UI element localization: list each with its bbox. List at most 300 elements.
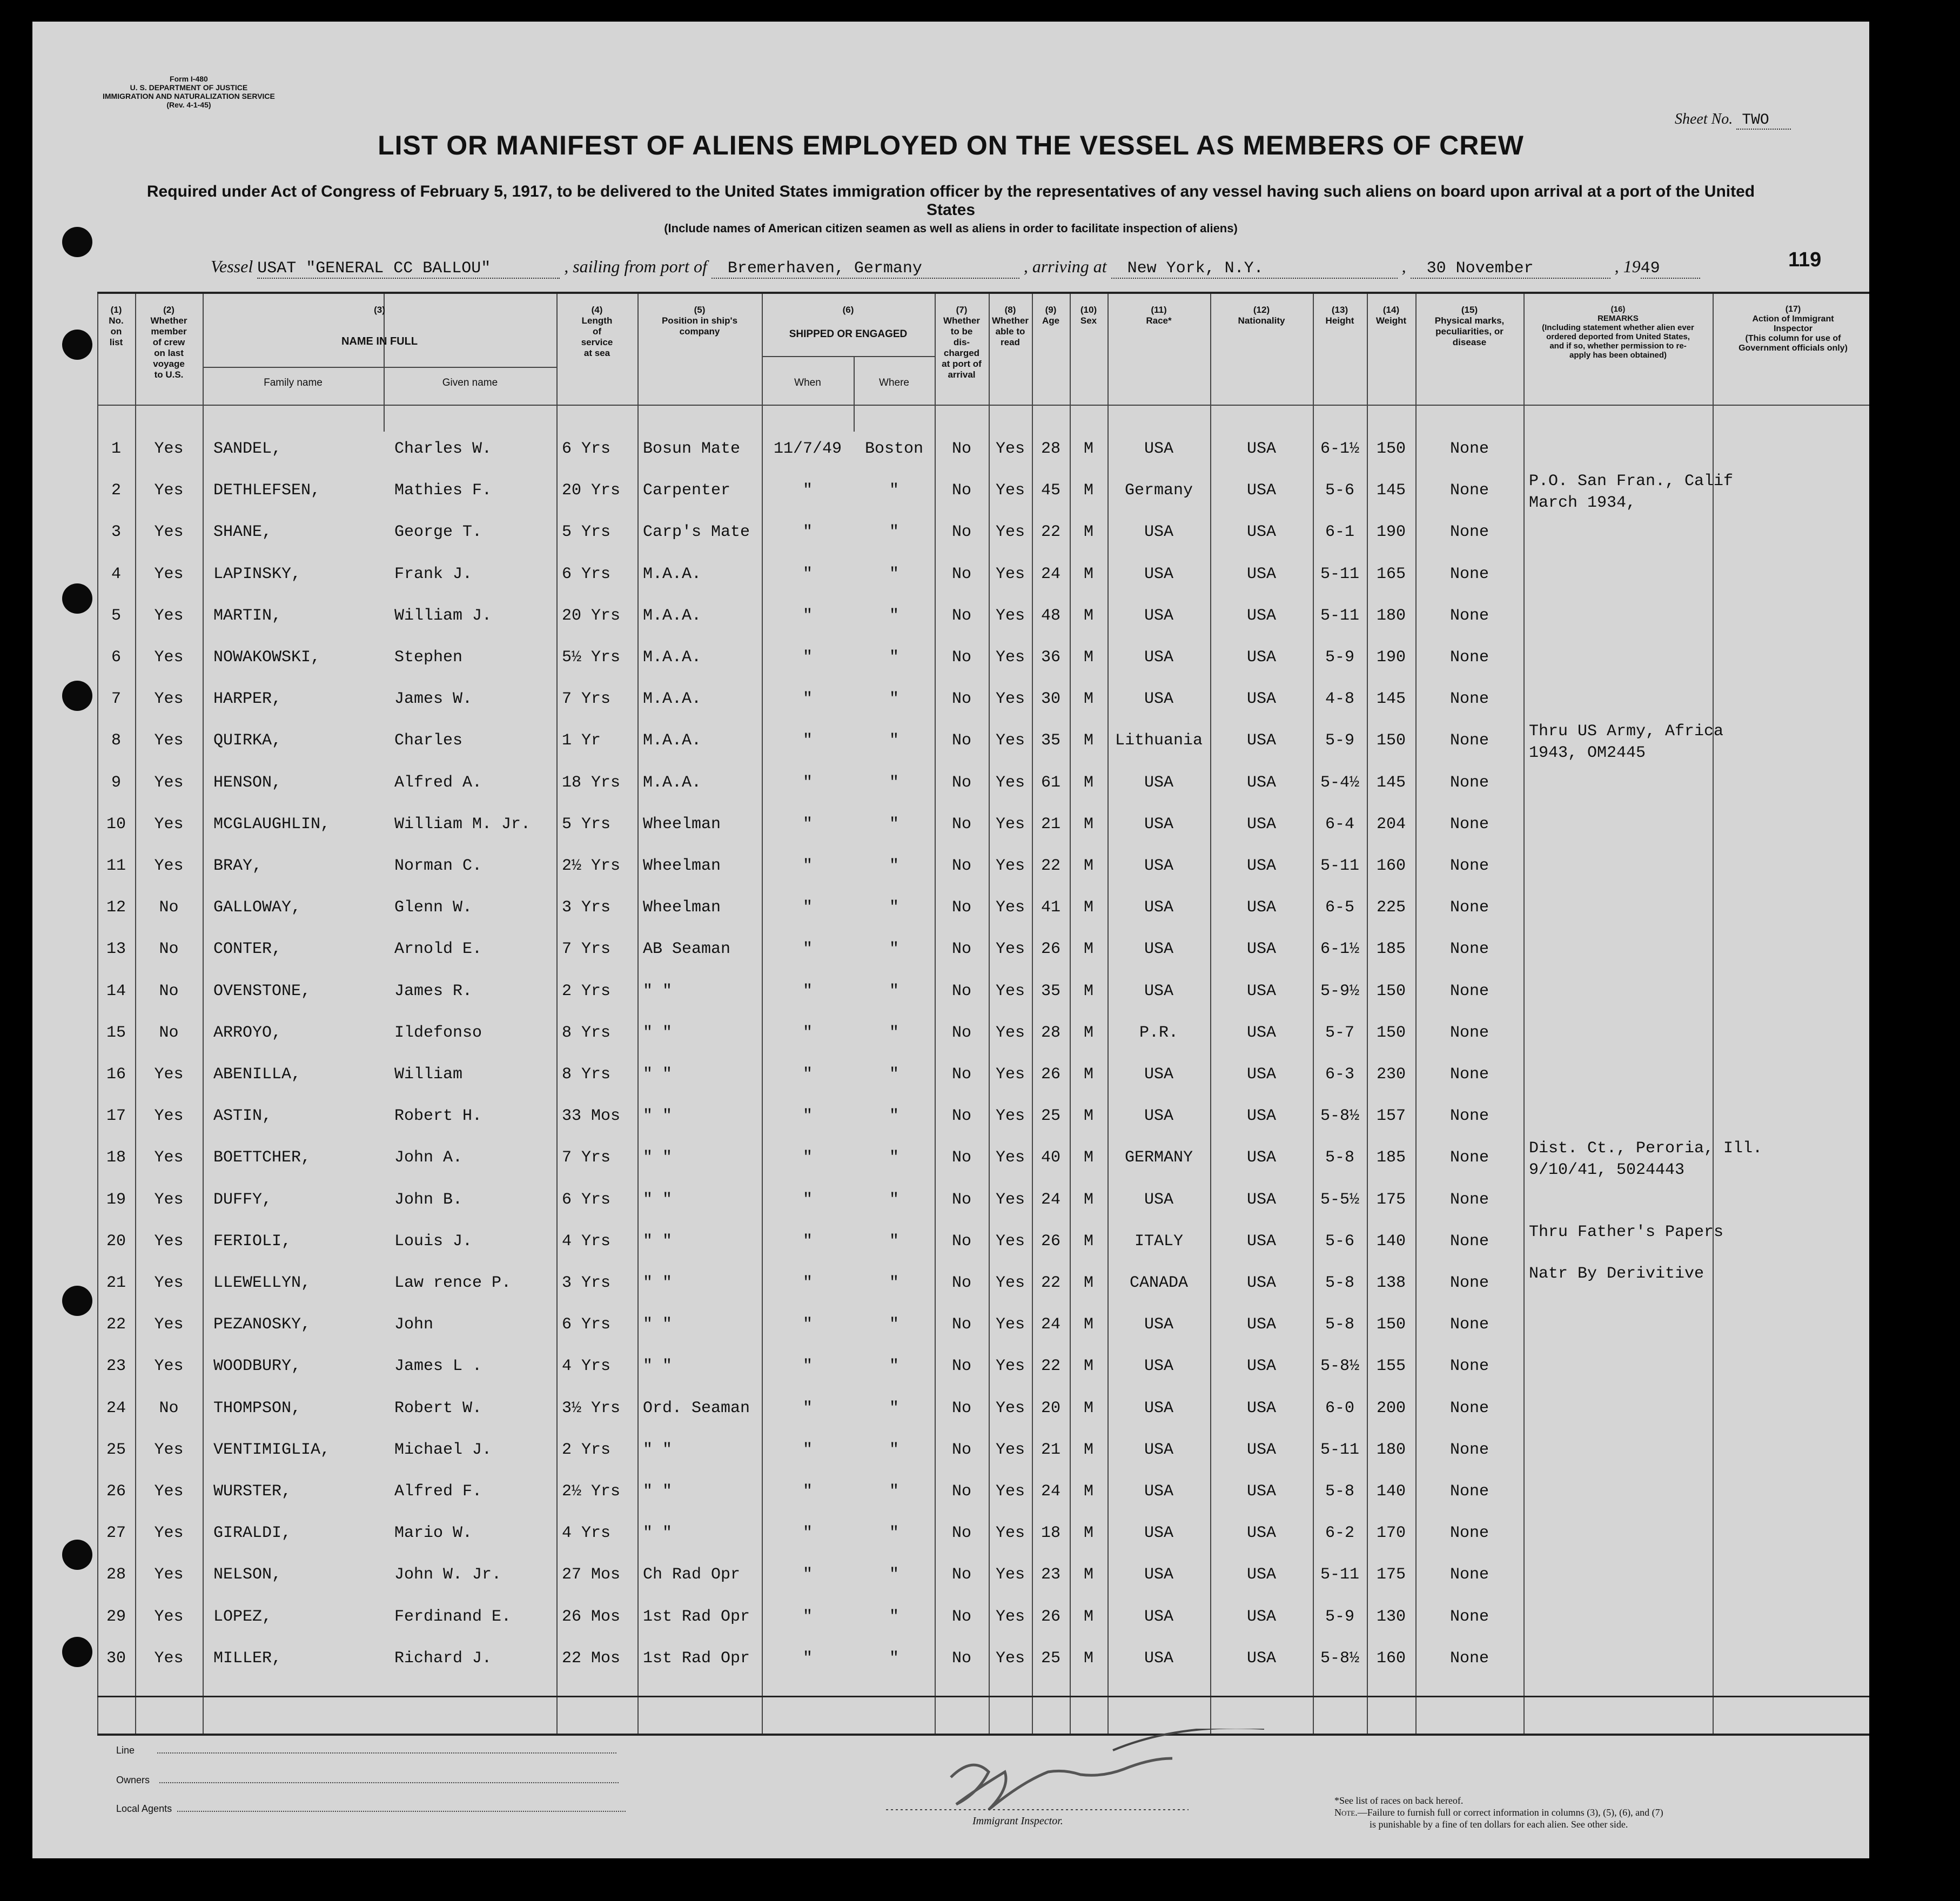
discharged-flag-cell: No	[951, 731, 971, 750]
shipped-when-cell: "	[802, 731, 813, 750]
sex-cell: M	[1083, 940, 1093, 958]
remarks-entry	[1529, 1263, 1704, 1285]
able-to-read-cell: Yes	[995, 440, 1025, 458]
page-subtitle: Required under Act of Congress of February 5, 1917, to be delivered to the United States immigration officer by the representatives of any vessel having such aliens on board upon arrival at a port of the United States	[146, 183, 1755, 219]
physical-marks-cell: None	[1449, 1024, 1489, 1042]
shipped-where-cell: "	[889, 1524, 899, 1542]
crew-last-voyage-cell: Yes	[154, 481, 184, 500]
ship-position-cell: " "	[643, 1482, 673, 1501]
row-number-cell: 10	[106, 815, 126, 834]
shipped-where-cell: "	[889, 857, 899, 875]
weight-cell: 175	[1376, 1566, 1406, 1584]
weight-cell: 204	[1376, 815, 1406, 834]
able-to-read-cell: Yes	[995, 481, 1025, 500]
able-to-read-cell: Yes	[995, 1024, 1025, 1042]
crew-last-voyage-cell: Yes	[154, 1148, 184, 1167]
arrival-year: 49	[1641, 259, 1700, 279]
vessel-name: USAT "GENERAL CC BALLOU"	[257, 259, 560, 279]
given-name-cell: Robert H.	[394, 1107, 482, 1125]
given-name-cell: John A.	[394, 1148, 463, 1167]
note-label: Note.	[1334, 1807, 1358, 1818]
able-to-read-cell: Yes	[995, 1232, 1025, 1251]
header-name-in-full: NAME IN FULL	[341, 335, 418, 347]
nationality-cell: USA	[1246, 898, 1276, 917]
physical-marks-cell: None	[1449, 565, 1489, 583]
discharged-flag-cell: No	[951, 1357, 971, 1375]
footer-owners-label: Owners	[116, 1775, 150, 1785]
able-to-read-cell: Yes	[995, 1191, 1025, 1209]
race-cell: USA	[1144, 1441, 1173, 1459]
shipped-when-cell: "	[802, 1608, 813, 1626]
shipped-where-cell: "	[889, 1274, 899, 1292]
ship-position-cell: " "	[643, 982, 673, 1000]
height-cell: 5-7	[1325, 1024, 1354, 1042]
row-number-cell: 24	[106, 1399, 126, 1418]
able-to-read-cell: Yes	[995, 1649, 1025, 1668]
shipped-where-cell: "	[889, 1482, 899, 1501]
height-cell: 5-8	[1325, 1274, 1354, 1292]
able-to-read-cell: Yes	[995, 648, 1025, 667]
race-cell: USA	[1144, 1107, 1173, 1125]
row-number-cell: 23	[106, 1357, 126, 1375]
nationality-cell: USA	[1246, 1608, 1276, 1626]
nationality-cell: USA	[1246, 1107, 1276, 1125]
physical-marks-cell: None	[1449, 1191, 1489, 1209]
family-name-cell: GIRALDI,	[213, 1524, 292, 1542]
sex-cell: M	[1083, 1608, 1093, 1626]
given-name-cell: Louis J.	[394, 1232, 473, 1251]
weight-cell: 190	[1376, 648, 1406, 667]
race-cell: USA	[1144, 1399, 1173, 1418]
weight-cell: 175	[1376, 1191, 1406, 1209]
discharged-flag-cell: No	[951, 1148, 971, 1167]
crew-last-voyage-cell: Yes	[154, 1357, 184, 1375]
race-cell: GERMANY	[1124, 1148, 1193, 1167]
nationality-cell: USA	[1246, 607, 1276, 625]
ship-position-cell: " "	[643, 1441, 673, 1459]
age-cell: 21	[1041, 815, 1060, 834]
physical-marks-cell: None	[1449, 481, 1489, 500]
ship-position-cell: M.A.A.	[643, 607, 702, 625]
length-of-service-cell: 4 Yrs	[562, 1524, 611, 1542]
age-cell: 26	[1041, 1232, 1060, 1251]
row-number-cell: 1	[111, 440, 121, 458]
inspector-label: Immigrant Inspector.	[972, 1815, 1063, 1827]
arrival-date: 30 November	[1411, 259, 1610, 279]
physical-marks-cell: None	[1449, 815, 1489, 834]
header-list-no: (1) No. on list	[109, 305, 124, 347]
sex-cell: M	[1083, 857, 1093, 875]
family-name-cell: SHANE,	[213, 523, 272, 541]
ship-position-cell: 1st Rad Opr	[643, 1649, 750, 1668]
shipped-when-cell: "	[802, 1524, 813, 1542]
footer-notes	[1334, 1795, 1663, 1830]
header-inspector-action: (17) Action of Immigrant Inspector (This column for use of Government officials only)	[1739, 305, 1848, 353]
able-to-read-cell: Yes	[995, 1274, 1025, 1292]
remarks-entry	[1529, 471, 1733, 514]
ship-position-cell: Ch Rad Opr	[643, 1566, 741, 1584]
row-number-cell: 28	[106, 1566, 126, 1584]
family-name-cell: LAPINSKY,	[213, 565, 301, 583]
row-number-cell: 5	[111, 607, 121, 625]
crew-last-voyage-cell: Yes	[154, 1274, 184, 1292]
physical-marks-cell: None	[1449, 1065, 1489, 1084]
shipped-where-cell: "	[889, 1065, 899, 1084]
crew-last-voyage-cell: Yes	[154, 440, 184, 458]
shipped-when-cell: "	[802, 1065, 813, 1084]
age-cell: 48	[1041, 607, 1060, 625]
year-prefix: 19	[1623, 257, 1641, 276]
row-number-cell: 9	[111, 774, 121, 792]
length-of-service-cell: 7 Yrs	[562, 690, 611, 708]
crew-last-voyage-cell: Yes	[154, 565, 184, 583]
able-to-read-cell: Yes	[995, 774, 1025, 792]
ship-position-cell: Carpenter	[643, 481, 731, 500]
age-cell: 25	[1041, 1107, 1060, 1125]
family-name-cell: NELSON,	[213, 1566, 282, 1584]
remarks-line: 9/10/41, 5024443	[1529, 1161, 1685, 1179]
family-name-cell: DUFFY,	[213, 1191, 272, 1209]
shipped-where-cell: "	[889, 1148, 899, 1167]
age-cell: 20	[1041, 1399, 1060, 1418]
given-name-cell: Law rence P.	[394, 1274, 512, 1292]
weight-cell: 140	[1376, 1232, 1406, 1251]
manifest-sheet	[32, 22, 1869, 1858]
race-cell: USA	[1144, 690, 1173, 708]
given-name-cell: William J.	[394, 607, 492, 625]
age-cell: 23	[1041, 1566, 1060, 1584]
row-number-cell: 7	[111, 690, 121, 708]
ship-position-cell: Wheelman	[643, 857, 721, 875]
physical-marks-cell: None	[1449, 1649, 1489, 1668]
able-to-read-cell: Yes	[995, 1441, 1025, 1459]
weight-cell: 157	[1376, 1107, 1406, 1125]
length-of-service-cell: 8 Yrs	[562, 1024, 611, 1042]
height-cell: 4-8	[1325, 690, 1354, 708]
family-name-cell: DETHLEFSEN,	[213, 481, 321, 500]
discharged-flag-cell: No	[951, 1524, 971, 1542]
physical-marks-cell: None	[1449, 690, 1489, 708]
sex-cell: M	[1083, 815, 1093, 834]
given-name-cell: Mathies F.	[394, 481, 492, 500]
nationality-cell: USA	[1246, 1649, 1276, 1668]
height-cell: 5-6	[1325, 1232, 1354, 1251]
discharged-flag-cell: No	[951, 1024, 971, 1042]
race-cell: USA	[1144, 1357, 1173, 1375]
shipped-when-cell: "	[802, 1274, 813, 1292]
crew-last-voyage-cell: Yes	[154, 815, 184, 834]
shipped-where-cell: "	[889, 982, 899, 1000]
form-number: Form I-480	[170, 75, 208, 83]
nationality-cell: USA	[1246, 1357, 1276, 1375]
nationality-cell: USA	[1246, 440, 1276, 458]
sex-cell: M	[1083, 1482, 1093, 1501]
physical-marks-cell: None	[1449, 1482, 1489, 1501]
discharged-flag-cell: No	[951, 898, 971, 917]
height-cell: 6-5	[1325, 898, 1354, 917]
crew-last-voyage-cell: Yes	[154, 1524, 184, 1542]
length-of-service-cell: 1 Yr	[562, 731, 601, 750]
shipped-where-cell: "	[889, 1608, 899, 1626]
row-number-cell: 8	[111, 731, 121, 750]
nationality-cell: USA	[1246, 1024, 1276, 1042]
row-number-cell: 25	[106, 1441, 126, 1459]
crew-last-voyage-cell: Yes	[154, 857, 184, 875]
given-name-cell: Norman C.	[394, 857, 482, 875]
nationality-cell: USA	[1246, 1315, 1276, 1334]
shipped-when-cell: "	[802, 1107, 813, 1125]
physical-marks-cell: None	[1449, 1524, 1489, 1542]
discharged-flag-cell: No	[951, 607, 971, 625]
punch-hole	[62, 583, 92, 614]
height-cell: 5-11	[1320, 565, 1359, 583]
physical-marks-cell: None	[1449, 857, 1489, 875]
physical-marks-cell: None	[1449, 1608, 1489, 1626]
discharged-flag-cell: No	[951, 815, 971, 834]
shipped-where-cell: "	[889, 1107, 899, 1125]
age-cell: 22	[1041, 857, 1060, 875]
crew-last-voyage-cell: Yes	[154, 1649, 184, 1668]
family-name-cell: THOMPSON,	[213, 1399, 301, 1418]
family-name-cell: CONTER,	[213, 940, 282, 958]
physical-marks-cell: None	[1449, 1566, 1489, 1584]
race-cell: USA	[1144, 815, 1173, 834]
discharged-flag-cell: No	[951, 523, 971, 541]
able-to-read-cell: Yes	[995, 1107, 1025, 1125]
ship-position-cell: Wheelman	[643, 898, 721, 917]
crew-last-voyage-cell: Yes	[154, 731, 184, 750]
height-cell: 6-2	[1325, 1524, 1354, 1542]
family-name-cell: VENTIMIGLIA,	[213, 1441, 331, 1459]
age-cell: 26	[1041, 1608, 1060, 1626]
able-to-read-cell: Yes	[995, 1357, 1025, 1375]
sex-cell: M	[1083, 481, 1093, 500]
ship-position-cell: Wheelman	[643, 815, 721, 834]
given-name-cell: Ferdinand E.	[394, 1608, 512, 1626]
sex-cell: M	[1083, 440, 1093, 458]
race-cell: USA	[1144, 1524, 1173, 1542]
ship-position-cell: " "	[643, 1357, 673, 1375]
shipped-where-cell: "	[889, 481, 899, 500]
able-to-read-cell: Yes	[995, 1608, 1025, 1626]
row-number-cell: 3	[111, 523, 121, 541]
nationality-cell: USA	[1246, 1065, 1276, 1084]
sex-cell: M	[1083, 982, 1093, 1000]
length-of-service-cell: 4 Yrs	[562, 1232, 611, 1251]
length-of-service-cell: 26 Mos	[562, 1608, 621, 1626]
row-number-cell: 16	[106, 1065, 126, 1084]
able-to-read-cell: Yes	[995, 857, 1025, 875]
shipped-where-cell: "	[889, 1024, 899, 1042]
given-name-cell: Robert W.	[394, 1399, 482, 1418]
physical-marks-cell: None	[1449, 1274, 1489, 1292]
length-of-service-cell: 27 Mos	[562, 1566, 621, 1584]
given-name-cell: Frank J.	[394, 565, 473, 583]
row-number-cell: 14	[106, 982, 126, 1000]
given-name-cell: Charles	[394, 731, 463, 750]
shipped-where-cell: "	[889, 898, 899, 917]
length-of-service-cell: 2 Yrs	[562, 982, 611, 1000]
ship-position-cell: " "	[643, 1315, 673, 1334]
shipped-when-cell: "	[802, 1024, 813, 1042]
crew-last-voyage-cell: No	[159, 898, 179, 917]
punch-hole	[62, 1540, 92, 1570]
height-cell: 6-1	[1325, 523, 1354, 541]
note-text-2: is punishable by a fine of ten dollars for each alien. See other side.	[1370, 1819, 1628, 1830]
age-cell: 45	[1041, 481, 1060, 500]
footer-line-label: Line	[116, 1745, 135, 1756]
length-of-service-cell: 18 Yrs	[562, 774, 621, 792]
inspector-signature	[886, 1729, 1275, 1821]
ship-position-cell: Bosun Mate	[643, 440, 741, 458]
age-cell: 40	[1041, 1148, 1060, 1167]
length-of-service-cell: 7 Yrs	[562, 1148, 611, 1167]
race-cell: USA	[1144, 857, 1173, 875]
given-name-cell: James L .	[394, 1357, 482, 1375]
weight-cell: 180	[1376, 1441, 1406, 1459]
header-height: (13) Height	[1325, 305, 1354, 326]
weight-cell: 230	[1376, 1065, 1406, 1084]
discharged-flag-cell: No	[951, 1191, 971, 1209]
given-name-cell: William	[394, 1065, 463, 1084]
shipped-when-cell: "	[802, 481, 813, 500]
age-cell: 26	[1041, 1065, 1060, 1084]
race-cell: USA	[1144, 440, 1173, 458]
shipped-where-cell: "	[889, 523, 899, 541]
height-cell: 5-8½	[1320, 1357, 1359, 1375]
header-nationality: (12) Nationality	[1238, 305, 1285, 326]
footer-agents	[116, 1803, 626, 1815]
physical-marks-cell: None	[1449, 440, 1489, 458]
family-name-cell: ARROYO,	[213, 1024, 282, 1042]
discharged-flag-cell: No	[951, 690, 971, 708]
crew-last-voyage-cell: Yes	[154, 1232, 184, 1251]
shipped-where-cell: "	[889, 940, 899, 958]
note-text: —Failure to furnish full or correct information in columns (3), (5), (6), and (7)	[1357, 1807, 1663, 1818]
weight-cell: 150	[1376, 1024, 1406, 1042]
ship-position-cell: Carp's Mate	[643, 523, 750, 541]
shipped-when-cell: "	[802, 857, 813, 875]
height-cell: 6-0	[1325, 1399, 1354, 1418]
height-cell: 5-4½	[1320, 774, 1359, 792]
shipped-when-cell: "	[802, 1649, 813, 1668]
remarks-entry	[1529, 721, 1723, 764]
arriving-label: , arriving at	[1023, 257, 1107, 276]
family-name-cell: LOPEZ,	[213, 1608, 272, 1626]
sex-cell: M	[1083, 1107, 1093, 1125]
weight-cell: 145	[1376, 774, 1406, 792]
row-number-cell: 21	[106, 1274, 126, 1292]
crew-last-voyage-cell: Yes	[154, 607, 184, 625]
physical-marks-cell: None	[1449, 607, 1489, 625]
nationality-cell: USA	[1246, 1274, 1276, 1292]
given-name-cell: Glenn W.	[394, 898, 473, 917]
physical-marks-cell: None	[1449, 1399, 1489, 1418]
row-number-cell: 27	[106, 1524, 126, 1542]
shipped-when-cell: "	[802, 1441, 813, 1459]
length-of-service-cell: 7 Yrs	[562, 940, 611, 958]
crew-last-voyage-cell: Yes	[154, 774, 184, 792]
length-of-service-cell: 5 Yrs	[562, 523, 611, 541]
race-cell: USA	[1144, 1649, 1173, 1668]
header-where: Where	[879, 377, 909, 388]
remarks-line: Thru Father's Papers	[1529, 1223, 1724, 1241]
height-cell: 5-11	[1320, 607, 1359, 625]
weight-cell: 145	[1376, 690, 1406, 708]
discharged-flag-cell: No	[951, 1399, 971, 1418]
sex-cell: M	[1083, 1566, 1093, 1584]
header-given-name: Given name	[442, 377, 498, 388]
row-number-cell: 17	[106, 1107, 126, 1125]
race-cell: USA	[1144, 565, 1173, 583]
length-of-service-cell: 6 Yrs	[562, 440, 611, 458]
crew-last-voyage-cell: Yes	[154, 1315, 184, 1334]
length-of-service-cell: 2 Yrs	[562, 1441, 611, 1459]
header-able-to-read: (8) Whether able to read	[992, 305, 1029, 347]
shipped-when-cell: "	[802, 940, 813, 958]
ship-position-cell: M.A.A.	[643, 774, 702, 792]
height-cell: 5-8½	[1320, 1649, 1359, 1668]
shipped-when-cell: "	[802, 1191, 813, 1209]
race-cell: CANADA	[1129, 1274, 1189, 1292]
sex-cell: M	[1083, 774, 1093, 792]
shipped-when-cell: "	[802, 523, 813, 541]
race-cell: USA	[1144, 1566, 1173, 1584]
header-weight: (14) Weight	[1375, 305, 1407, 326]
nationality-cell: USA	[1246, 1482, 1276, 1501]
weight-cell: 150	[1376, 440, 1406, 458]
height-cell: 5-5½	[1320, 1191, 1359, 1209]
crew-table	[97, 292, 1869, 1736]
shipped-where-cell: "	[889, 648, 899, 667]
able-to-read-cell: Yes	[995, 1482, 1025, 1501]
page-number: 119	[1788, 248, 1822, 271]
vessel-label: Vessel	[211, 257, 253, 276]
length-of-service-cell: 6 Yrs	[562, 565, 611, 583]
crew-last-voyage-cell: Yes	[154, 1065, 184, 1084]
race-cell: USA	[1144, 1482, 1173, 1501]
length-of-service-cell: 6 Yrs	[562, 1191, 611, 1209]
crew-last-voyage-cell: Yes	[154, 1107, 184, 1125]
age-cell: 41	[1041, 898, 1060, 917]
shipped-where-cell: Boston	[864, 440, 924, 458]
sex-cell: M	[1083, 523, 1093, 541]
physical-marks-cell: None	[1449, 940, 1489, 958]
discharged-flag-cell: No	[951, 982, 971, 1000]
ship-position-cell: M.A.A.	[643, 565, 702, 583]
able-to-read-cell: Yes	[995, 1315, 1025, 1334]
ship-position-cell: M.A.A.	[643, 648, 702, 667]
given-name-cell: John B.	[394, 1191, 463, 1209]
sex-cell: M	[1083, 1148, 1093, 1167]
age-cell: 24	[1041, 1191, 1060, 1209]
able-to-read-cell: Yes	[995, 731, 1025, 750]
sex-cell: M	[1083, 1232, 1093, 1251]
weight-cell: 190	[1376, 523, 1406, 541]
ship-position-cell: " "	[643, 1274, 673, 1292]
crew-last-voyage-cell: Yes	[154, 1482, 184, 1501]
row-number-cell: 11	[106, 857, 126, 875]
sex-cell: M	[1083, 1274, 1093, 1292]
nationality-cell: USA	[1246, 1524, 1276, 1542]
able-to-read-cell: Yes	[995, 1148, 1025, 1167]
header-remarks: (16) REMARKS (Including statement whether alien ever ordered deported from United States, and if so, whether permission to re- apply has been obtained)	[1542, 305, 1694, 360]
length-of-service-cell: 3½ Yrs	[562, 1399, 621, 1418]
given-name-cell: William M. Jr.	[394, 815, 531, 834]
header-position: (5) Position in ship's company	[661, 305, 738, 337]
shipped-where-cell: "	[889, 815, 899, 834]
shipped-when-cell: 11/7/49	[773, 440, 842, 458]
